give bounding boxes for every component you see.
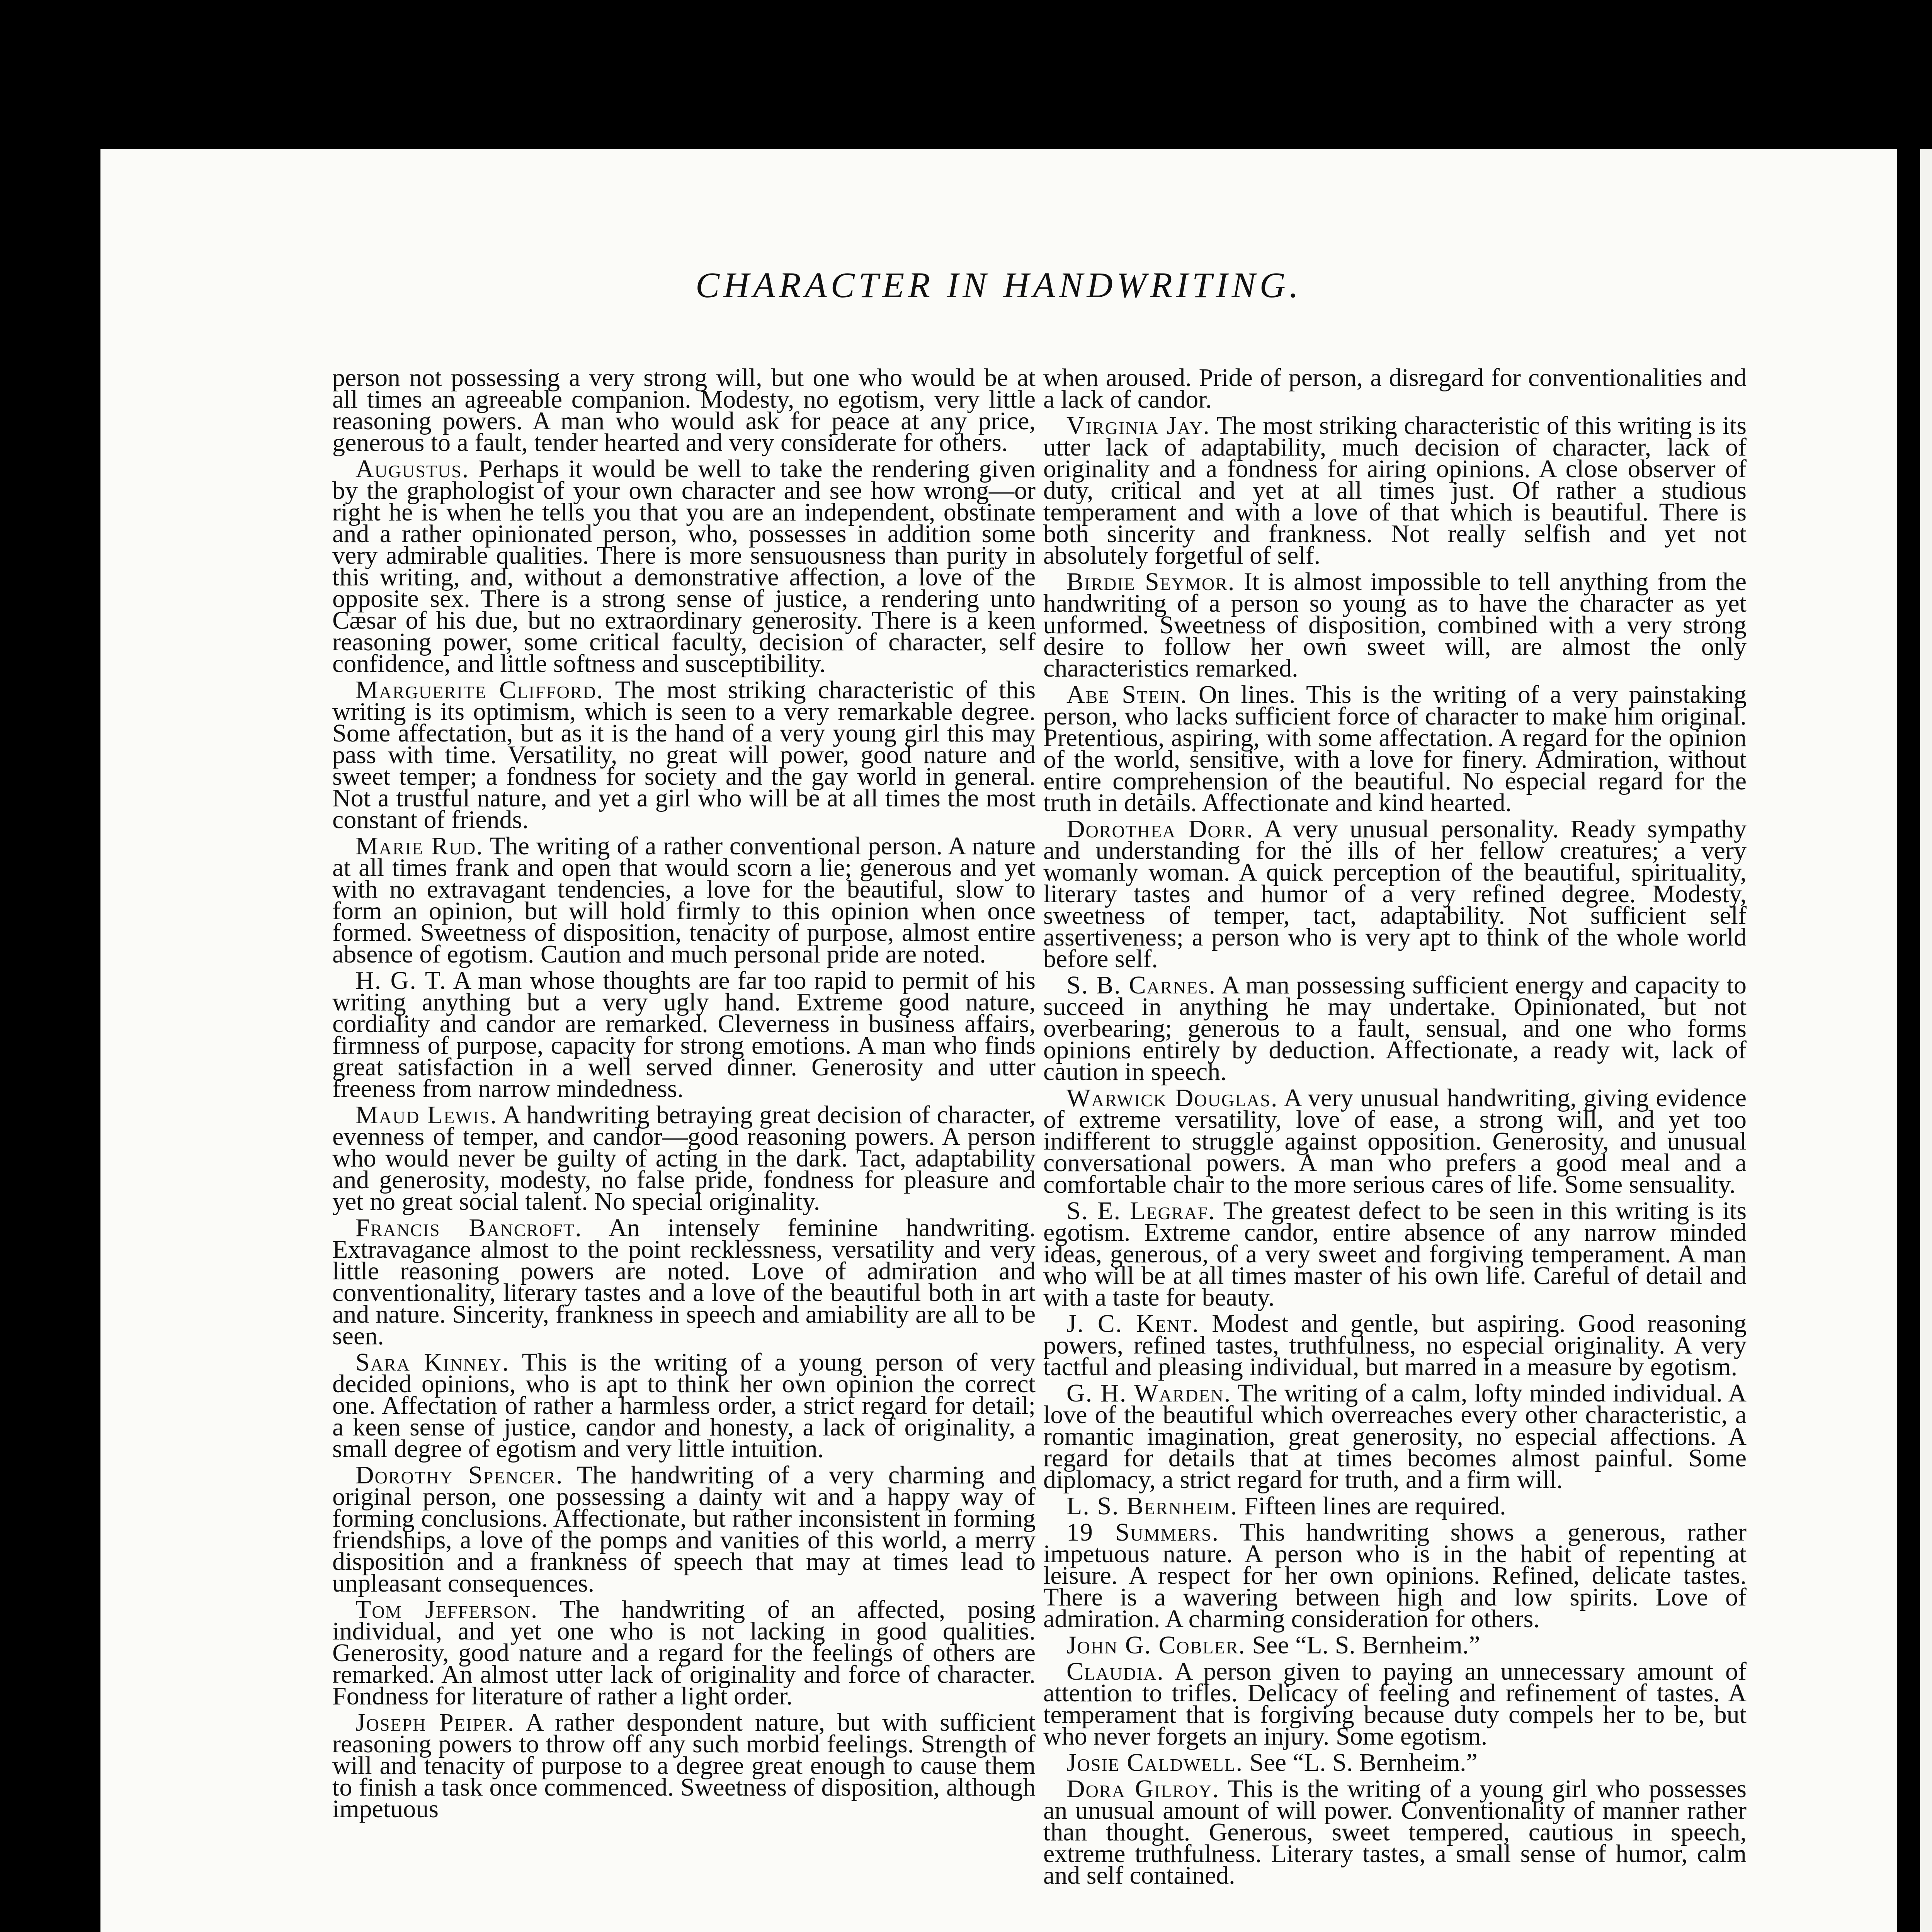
entry-text: The writing of a calm, lofty minded individual. A love of the beautiful which overreaches every other characteristic, a romantic imagination, great generosity, no especial affections. A regard for details that at times becomes almost painful. Some diplomacy, a strict regard for truth, and a firm will. xyxy=(1043,1379,1747,1494)
entry-text: The writing of a rather conventional person. A nature at all times frank and open that would scorn a lie; generous and yet with no extravagant tendencies, a love for the beautiful, slow to form an opinion, but will hold firmly to this opinion when once formed. Sweetness of disposition, tenacity of purpose, almost entire absence of egotism. Caution and much personal pride are noted. xyxy=(332,832,1036,968)
entry-name: Joseph Peiper. xyxy=(355,1708,515,1736)
entry-name: Dorothy Spencer. xyxy=(355,1461,563,1489)
entry-name: Augustus. xyxy=(355,455,469,483)
entry-text: This is the writing of a young person of very decided opinions, who is apt to think her own opinion the correct one. Affectation of rather a harmless order, a strict regard for detail; a keen sense of justice, candor and honesty, a lack of originality, a small degree of egotism and very little intuition. xyxy=(332,1348,1036,1463)
entry xyxy=(1043,1379,1747,1494)
column-intro: person not possessing a very strong will, but one who would be at all times an agreeable companion. Modesty, no egotism, very little reasoning powers. A man who would ask for peace at any price, generous to a fault, tender hearted and very considerate for others. xyxy=(332,364,1036,457)
entry-name: J. C. Kent. xyxy=(1066,1310,1199,1338)
entry-name: H. G. T. xyxy=(355,966,447,995)
entry xyxy=(1043,1518,1747,1633)
left-column xyxy=(332,364,1036,1825)
entry-text: The most striking characteristic of this writing is its optimism, which is seen to a very remarkable degree. Some affectation, but as it is the hand of a very young girl this may pass with time. Versatility, no great will power, good nature and sweet temper; a fondness for society and the gay world in general. Not a trustful nature, and yet a girl who will be at all times the most constant of friends. xyxy=(332,676,1036,834)
entry-name: Josie Caldwell. xyxy=(1066,1748,1243,1777)
entry xyxy=(332,1595,1036,1710)
entry-text: The handwriting of a very charming and original person, one possessing a dainty wit and a happy way of forming conclusions. Affectionate, but rather inconsistent in forming friendships, a love of the pomps and vanities of this world, a merry disposition and a frankness of speech that may at times lead to unpleasant consequences. xyxy=(332,1461,1036,1597)
entry-text: This is the writing of a young girl who possesses an unusual amount of will power. Conventionality of manner rather than thought. Generous, sweet tempered, cautious in speech, extreme truthfulness. Literary tastes, a small sense of humor, calm and self contained. xyxy=(1043,1775,1747,1889)
entry xyxy=(332,832,1036,968)
entry xyxy=(332,1214,1036,1350)
entry-name: Birdie Seymor. xyxy=(1066,568,1235,596)
entry-name: Claudia. xyxy=(1066,1657,1164,1685)
entry-text: A very unusual personality. Ready sympathy and understanding for the ills of her fellow creatures; a very womanly woman. A quick perception of the beautiful, spirituality, literary tastes and humor of a very refined degree. Modesty, sweetness of temper, tact, adaptability. Not sufficient self assertiveness; a person who is very apt to think of the whole world before self. xyxy=(1043,815,1747,973)
entry xyxy=(332,966,1036,1103)
entry-text: A handwriting betraying great decision of character, evenness of temper, and candor—good reasoning powers. A person who would never be guilty of acting in the dark. Tact, adaptability and generosity, modesty, no false pride, fondness for pleasure and yet no great social talent. No special originality. xyxy=(332,1101,1036,1216)
entry-name: Marguerite Clifford. xyxy=(355,676,604,704)
entry-name: Virginia Jay. xyxy=(1066,412,1210,440)
entry-text: A man whose thoughts are far too rapid to permit of his writing anything but a very ugly hand. Extreme good nature, cordiality and candor are remarked. Cleverness in business affairs, firmness of purpose, capacity for strong emotions. A man who finds great satisfaction in a well served dinner. Generosity and utter freeness from narrow mindedness. xyxy=(332,966,1036,1103)
column-intro: when aroused. Pride of person, a disregard for conventionalities and a lack of candor. xyxy=(1043,364,1747,413)
entry-text: An intensely feminine handwriting. Extravagance almost to the point recklessness, versatility and very little reasoning powers are noted. Love of admiration and conventionality, literary tastes and a love of the beautiful both in art and nature. Sincerity, frankness in speech and amiability are all to be seen. xyxy=(332,1214,1036,1350)
entry-text: Perhaps it would be well to take the rendering given by the graphologist of your own character and see how wrong—or right he is when he tells you that you are an independent, obstinate and a rather opinionated person, who, possesses in addition some very admirable qualities. There is more sensuousness than purity in this writing, and, without a demonstrative affection, a love of the opposite sex. There is a strong sense of justice, a rendering unto Cæsar of his due, but no extraordinary generosity. There is a keen reasoning power, some critical faculty, decision of character, self confidence, and little softness and susceptibility. xyxy=(332,455,1036,678)
entry xyxy=(1043,1631,1747,1659)
entry-name: Tom Jefferson. xyxy=(355,1595,538,1624)
entry-text: On lines. This is the writing of a very painstaking person, who lacks sufficient force of character to make him original. Pretentious, aspiring, with some affectation. A regard for the opinion of the world, sensitive, with a love for finery. Admiration, without entire comprehension of the beautiful. No especial regard for the truth in details. Affectionate and kind hearted. xyxy=(1043,680,1747,817)
entry-name: S. B. Carnes. xyxy=(1066,971,1216,999)
entry-text: The handwriting of an affected, posing individual, and yet one who is not lacking in good qualities. Generosity, good nature and a regard for the feelings of others are remarked. An almost utter lack of originality and force of character. Fondness for literature of rather a light order. xyxy=(332,1595,1036,1710)
right-column xyxy=(1043,364,1747,1891)
entry xyxy=(332,676,1036,834)
entry-name: John G. Cobler. xyxy=(1066,1631,1246,1659)
entry-text: A man possessing sufficient energy and capacity to succeed in anything he may undertake. Opinionated, but not overbearing; generous to a fault, sensual, and one who forms opinions entirely by deduction. Affectionate, a ready wit, lack of caution in speech. xyxy=(1043,971,1747,1086)
entry-text: A very unusual handwriting, giving evidence of extreme versatility, love of ease, a strong will, and yet too indifferent to struggle against opposition. Generosity, and unusual conversational powers. A man who prefers a good meal and a comfortable chair to the more serious cares of life. Some sensuality. xyxy=(1043,1084,1747,1199)
entry-name: Dorothea Dorr. xyxy=(1066,815,1254,843)
entry-text: See “L. S. Bernheim.” xyxy=(1249,1748,1478,1777)
page-edge xyxy=(1920,149,1932,1932)
entry xyxy=(332,1348,1036,1463)
page-title: CHARACTER IN HANDWRITING. xyxy=(695,265,1303,305)
entry-text: The most striking characteristic of this writing is its utter lack of adaptability, much decision of character, lack of originality and a fondness for airing opinions. A close observer of duty, critical and yet at all times just. Of rather a studious temperament and with a love of that which is beautiful. There is both sincerity and frankness. Not really selfish and yet not absolutely forgetful of self. xyxy=(1043,412,1747,570)
entry-text: Fifteen lines are required. xyxy=(1244,1492,1506,1520)
entry xyxy=(1043,1492,1747,1520)
entry xyxy=(332,1101,1036,1216)
entry-name: Dora Gilroy. xyxy=(1066,1775,1219,1803)
entry-name: Maud Lewis. xyxy=(355,1101,497,1129)
entry-name: G. H. Warden. xyxy=(1066,1379,1231,1407)
entry xyxy=(1043,1084,1747,1199)
entry-name: L. S. Bernheim. xyxy=(1066,1492,1238,1520)
entry xyxy=(1043,971,1747,1086)
entry xyxy=(1043,815,1747,973)
entry xyxy=(332,1461,1036,1597)
entry-text: Modest and gentle, but aspiring. Good reasoning powers, refined tastes, truthfulness, no especial originality. A very tactful and pleasing individual, but marred in a measure by egotism. xyxy=(1043,1310,1747,1381)
entry-name: Francis Bancroft. xyxy=(355,1214,582,1242)
entry-text: A rather despondent nature, but with sufficient reasoning powers to throw off any such morbid feelings. Strength of will and tenacity of purpose to a degree great enough to cause them to finish a task once commenced. Sweetness of disposition, although impetuous xyxy=(332,1708,1036,1823)
entry-name: S. E. Legraf. xyxy=(1066,1197,1216,1225)
entry-text: A person given to paying an unnecessary amount of attention to trifles. Delicacy of feeling and refinement of tastes. A temperament that is forgiving because duty compels her to be, but who never forgets an injury. Some egotism. xyxy=(1043,1657,1747,1750)
entry-text: See “L. S. Bernheim.” xyxy=(1252,1631,1480,1659)
entry xyxy=(1043,680,1747,817)
entry-name: Sara Kinney. xyxy=(355,1348,510,1376)
entry xyxy=(1043,1775,1747,1889)
magazine-page xyxy=(100,149,1897,1932)
entry xyxy=(1043,412,1747,570)
entry-text: This handwriting shows a generous, rather impetuous nature. A person who is in the habit of repenting at leisure. A respect for her own opinions. Refined, delicate tastes. There is a wavering between high and low spirits. Love of admiration. A charming consideration for others. xyxy=(1043,1518,1747,1633)
entry-name: Marie Rud. xyxy=(355,832,483,860)
entry-text: It is almost impossible to tell anything from the handwriting of a person so young as to have the character as yet unformed. Sweetness of disposition, combined with a very strong desire to follow her own sweet will, are almost the only characteristics remarked. xyxy=(1043,568,1747,682)
entry-name: Abe Stein. xyxy=(1066,680,1188,709)
entry xyxy=(332,1708,1036,1823)
entry-text: The greatest defect to be seen in this writing is its egotism. Extreme candor, entire absence of any narrow minded ideas, generous, of a very sweet and forgiving temperament. A man who will be at all times master of his own life. Careful of detail and with a taste for beauty. xyxy=(1043,1197,1747,1311)
entry xyxy=(1043,1197,1747,1311)
entry xyxy=(1043,568,1747,682)
entry-name: 19 Summers. xyxy=(1066,1518,1219,1546)
entry-name: Warwick Douglas. xyxy=(1066,1084,1278,1112)
entry xyxy=(1043,1748,1747,1777)
entry xyxy=(1043,1657,1747,1750)
entry xyxy=(1043,1310,1747,1381)
entry xyxy=(332,455,1036,678)
